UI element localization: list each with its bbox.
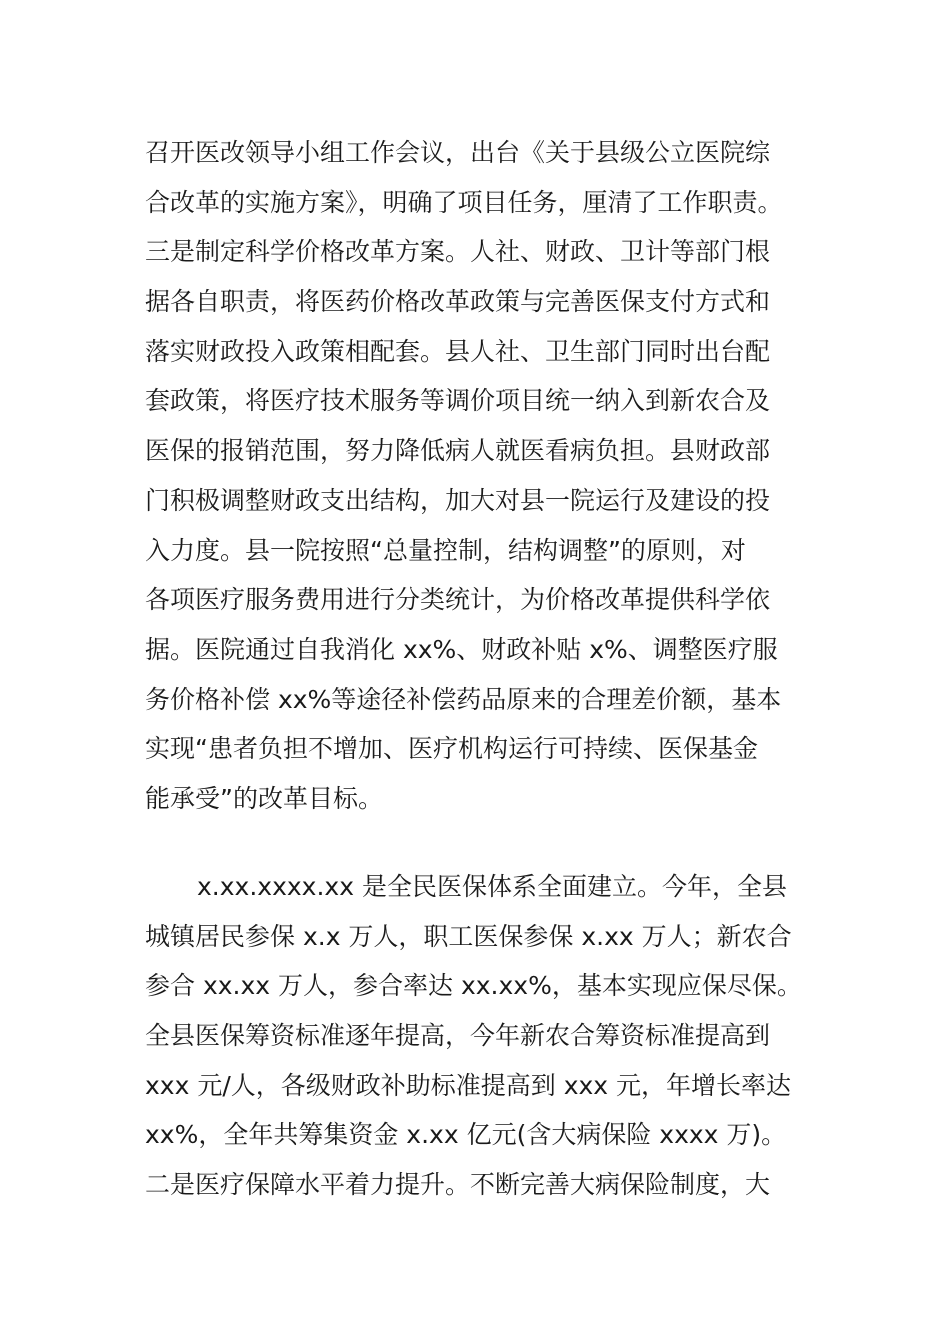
text-line: 能承受”的改革目标。 [145, 783, 383, 813]
text-line: 医保的报销范围，努力降低病人就医看病负担。县财政部 [145, 436, 771, 466]
text-line: 二是医疗保障水平着力提升。不断完善大病保险制度，大 [145, 1170, 771, 1200]
text-line: 召开医改领导小组工作会议，出台《关于县级公立医院综 [145, 138, 771, 167]
text-line: 三是制定科学价格改革方案。人社、财政、卫计等部门根 [145, 237, 771, 267]
text-line: 参合 xx.xx 万人，参合率达 xx.xx%，基本实现应保尽保。 [145, 971, 802, 1001]
paragraph-1 [145, 128, 805, 824]
text-line: xx%，全年共筹集资金 x.xx 亿元(含大病保险 xxxx 万)。 [145, 1120, 787, 1150]
paragraph-2 [145, 862, 805, 1210]
text-line: 全县医保筹资标准逐年提高，今年新农合筹资标准提高到 [145, 1021, 771, 1051]
text-line: 合改革的实施方案》，明确了项目任务，厘清了工作职责。 [145, 187, 783, 217]
text-line: xxx 元/人，各级财政补助标准提高到 xxx 元，年增长率达 [145, 1070, 792, 1100]
text-line: 入力度。县一院按照“总量控制，结构调整”的原则，对 [145, 535, 746, 565]
text-line: 各项医疗服务费用进行分类统计，为价格改革提供科学依 [145, 585, 771, 615]
text-line: 据各自职责，将医药价格改革政策与完善医保支付方式和 [145, 287, 771, 317]
text-line: 套政策，将医疗技术服务等调价项目统一纳入到新农合及 [145, 386, 771, 416]
text-line: 落实财政投入政策相配套。县人社、卫生部门同时出台配 [145, 336, 771, 366]
text-line: 务价格补偿 xx%等途径补偿药品原来的合理差价额，基本 [145, 684, 782, 714]
text-line: 据。医院通过自我消化 xx%、财政补贴 x%、调整医疗服 [145, 634, 778, 664]
text-line: 实现“患者负担不增加、医疗机构运行可持续、医保基金 [145, 734, 758, 764]
text-line: x.xx.xxxx.xx 是全民医保体系全面建立。今年，全县 [197, 872, 787, 901]
text-line: 门积极调整财政支出结构，加大对县一院运行及建设的投 [145, 485, 771, 515]
text-line: 城镇居民参保 x.x 万人，职工医保参保 x.xx 万人；新农合 [145, 921, 792, 951]
